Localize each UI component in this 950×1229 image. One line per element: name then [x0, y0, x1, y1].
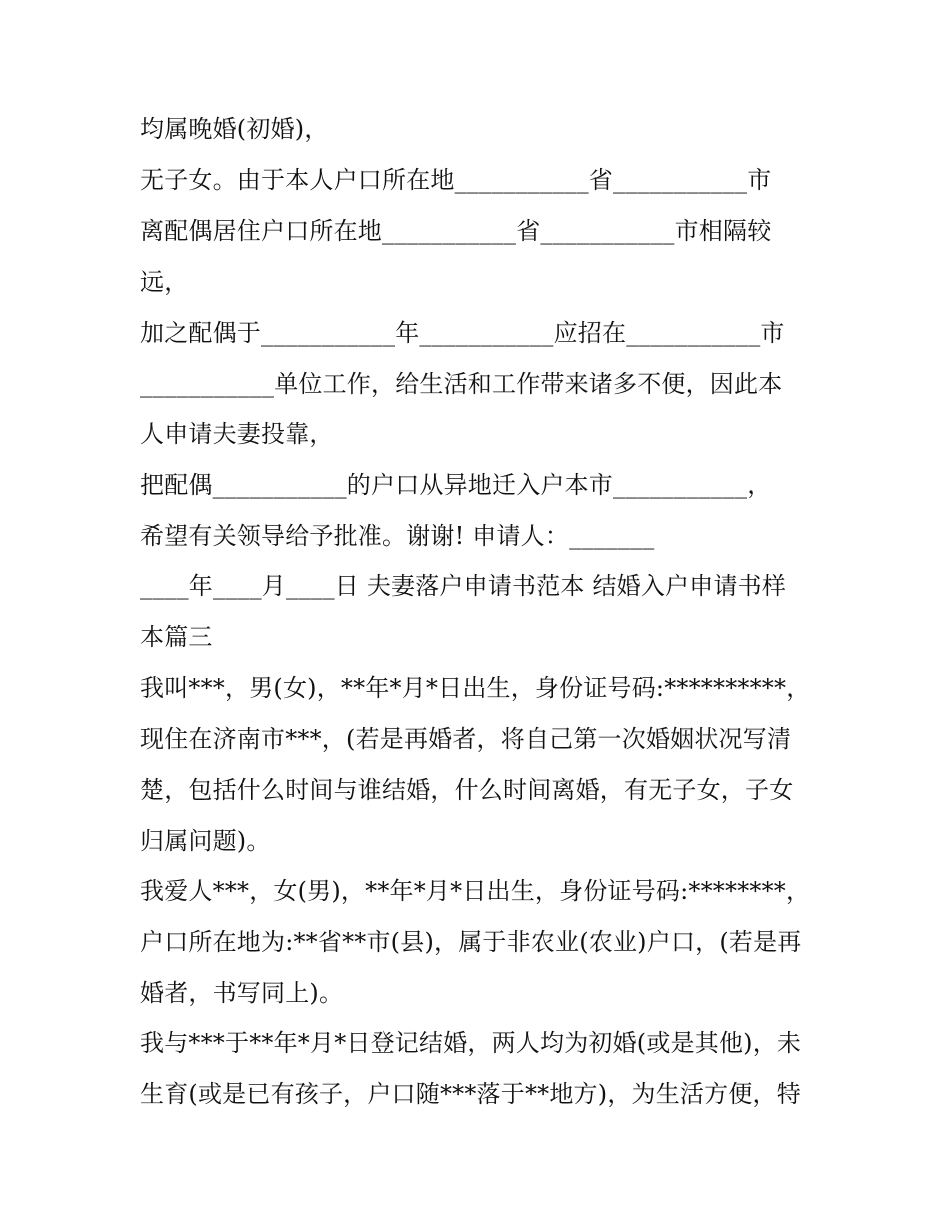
text-line: 我爱人***，女(男)，**年*月*日出生，身份证号码:********，: [140, 877, 811, 905]
text-line: ____年____月____日 夫妻落户申请书范本 结婚入户申请书样: [140, 572, 787, 600]
text-line: ___________单位工作，给生活和工作带来诸多不便，因此本: [140, 370, 783, 398]
text-line: 生育(或是已有孩子，户口随***落于**地方)，为生活方便，特: [140, 1080, 801, 1108]
text-line: 离配偶居住户口所在地___________省___________市相隔较: [140, 217, 772, 245]
text-line: 现住在济南市***，(若是再婚者，将自己第一次婚姻状况写清: [140, 725, 792, 753]
text-line: 我与***于**年*月*日登记结婚，两人均为初婚(或是其他)，未: [140, 1029, 802, 1057]
text-line: 楚，包括什么时间与谁结婚，什么时间离婚，有无子女，子女: [140, 776, 794, 804]
text-line: 无子女。由于本人户口所在地___________省___________市: [140, 166, 772, 194]
text-line: 本篇三: [140, 623, 213, 651]
text-line: 把配偶___________的户口从异地迁入户本市___________，: [140, 471, 772, 499]
text-line: 加之配偶于___________年___________应招在___________市: [140, 319, 785, 347]
text-line: 人申请夫妻投靠，: [140, 420, 334, 448]
text-line: 归属问题)。: [140, 827, 271, 855]
text-line: 远，: [140, 268, 189, 296]
text-line: 均属晚婚(初婚)，: [140, 115, 329, 143]
text-line: 希望有关领导给予批准。谢谢! 申请人：_______: [140, 522, 655, 550]
text-line: 婚者，书写同上)。: [140, 979, 344, 1007]
text-line: 我叫***，男(女)，**年*月*日出生，身份证号码:**********，: [140, 674, 811, 702]
text-line: 户口所在地为:**省**市(县)，属于非农业(农业)户口，(若是再: [140, 928, 802, 956]
